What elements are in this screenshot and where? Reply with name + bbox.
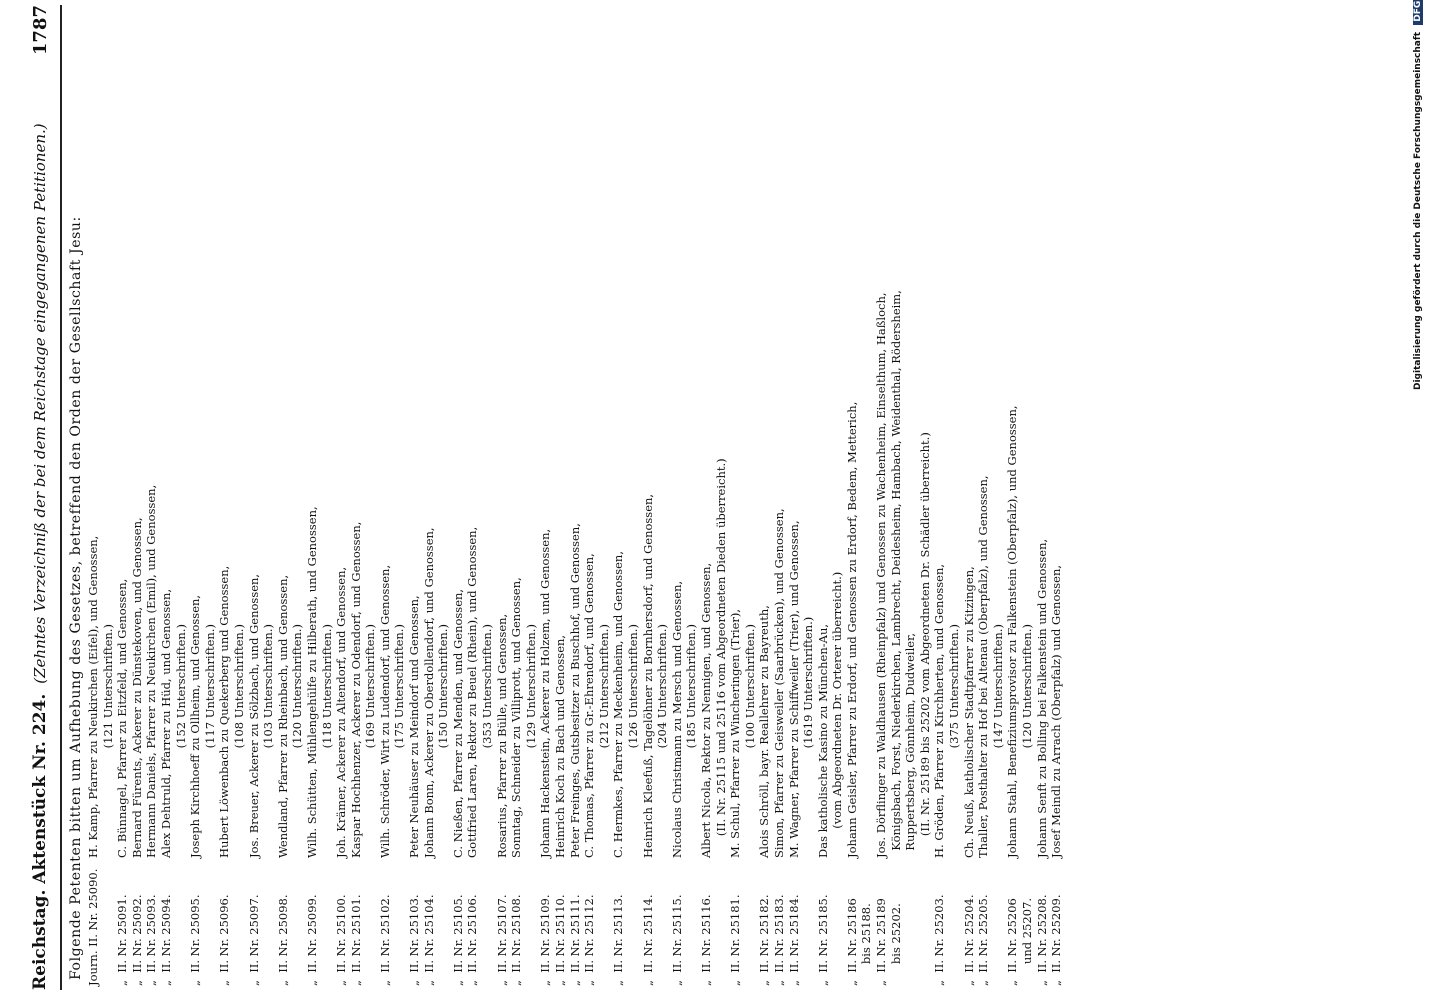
petition-text: M. Wagner, Pfarrer zu Schiffweiler (Trier), und Genossen, (1619 Unterschriften.): [786, 520, 816, 858]
petition-number: „ II. Nr. 25097.: [246, 894, 261, 986]
petition-number: „ II. Nr. 25182.: [757, 894, 772, 986]
petition-text: Nicolaus Christmann zu Mersch und Genossen, (185 Unterschriften.): [669, 580, 699, 858]
petition-text: Johann Bonn, Ackerer zu Oberdollendorf, und Genossen, (150 Unterschriften.): [421, 527, 451, 858]
petition-row: [641, 5, 670, 990]
petition-row: [976, 5, 1005, 990]
petition-row: [699, 5, 728, 990]
petition-number: „ II. Nr. 25114.: [640, 894, 655, 986]
petition-row: [728, 5, 757, 990]
petition-number: „ II. Nr. 25109.: [538, 894, 553, 986]
petition-number: „ II. Nr. 25208.: [1034, 894, 1049, 986]
petition-row: [378, 5, 407, 990]
petition-text: Bernard Fürents, Ackerer zu Dünstekoven, und Genossen,: [129, 517, 144, 858]
petition-row: [553, 5, 568, 990]
petition-text: Alex Dehtruld, Pfarrer zu Hüd, und Genossen, (152 Unterschriften.): [158, 588, 188, 858]
petition-row: [159, 5, 188, 990]
petition-text: Heinrich Koch zu Bach und Genossen,: [553, 634, 567, 858]
petition-number: „ II. Nr. 25111.: [567, 894, 582, 986]
petition-number: „ II. Nr. 25116.: [698, 894, 713, 986]
petition-number: „ II. Nr. 25091.: [115, 894, 130, 986]
intro-line: Folgende Petenten bitten um Aufhebung des Gesetzes, betreffend den Orden der Gesellschaft Jesu:: [68, 216, 84, 980]
petition-row: [305, 5, 334, 990]
petition-row: [1005, 5, 1034, 990]
petition-row: [115, 5, 130, 990]
petition-text: C. Thomas, Pfarrer zu Gr.-Ehrendorf, und Genossen, (212 Unterschriften.): [582, 553, 611, 858]
petition-text: Johann Stahl, Benefiziumsprovisor zu Falkenstein (Oberpfalz), und Genossen, (120 Unterschriften.): [1005, 405, 1034, 858]
petition-text: C. Nießen, Pfarrer zu Menden, und Genossen,: [450, 588, 465, 858]
dfg-logo: DFG: [1413, 0, 1423, 25]
petition-row: [787, 5, 816, 990]
petition-text: Joseph Kirchhoeff zu Ollheim, und Genossen, (117 Unterschriften.): [188, 594, 217, 858]
petition-text: C. Bünnagel, Pfarrer zu Eitzfeld, und Genossen,: [115, 578, 130, 858]
petition-row: [495, 5, 510, 990]
dfg-notice-text: Digitalisierung gefördert durch die Deutsche Forschungsgemeinschaft: [1413, 31, 1423, 390]
petition-row: [538, 5, 553, 990]
petition-row: [611, 5, 640, 990]
petition-row: [217, 5, 246, 990]
petition-text: Jos. Breuer, Ackerer zu Sölzbach, und Genossen, (103 Unterschriften.): [246, 573, 276, 858]
header-subtitle: (Zehntes Verzeichniß der bei dem Reichstage eingegangenen Petitionen.): [31, 123, 49, 684]
petition-text: Kaspar Hochhenzer, Ackerer zu Odendorf, und Genossen, (169 Unterschriften.): [348, 521, 378, 858]
petition-number: „ II. Nr. 25100.: [334, 894, 349, 986]
petition-number: „ II. Nr. 25110.: [553, 894, 567, 986]
petition-row: [422, 5, 451, 990]
petition-text: Gottfried Laren, Rektor zu Beuel (Rhein), und Genossen, (353 Unterschriften.): [465, 526, 495, 858]
page-header: [20, 5, 62, 990]
petition-number: „ II. Nr. 25098.: [275, 894, 290, 986]
petition-number: „ II. Nr. 25112.: [582, 894, 597, 986]
petition-text: Josef Meindl zu Arrach (Oberpfalz) und Genossen,: [1049, 564, 1064, 858]
petition-number: „ II. Nr. 25206 und 25207.: [1005, 897, 1034, 986]
petition-text: Hubert Löwenbach zu Quekerberg und Genossen, (108 Unterschriften.): [217, 565, 246, 858]
petition-number: „ II. Nr. 25095.: [188, 894, 203, 986]
petition-number: „ II. Nr. 25115.: [669, 894, 684, 986]
petition-number: „ II. Nr. 25181.: [728, 894, 743, 986]
petition-row: [465, 5, 494, 990]
petition-text: Johann Hackenstein, Ackerer zu Holzem, und Genossen,: [538, 528, 553, 858]
petition-number: „ II. Nr. 25094.: [158, 894, 173, 986]
petition-number: „ II. Nr. 25092.: [129, 894, 144, 986]
petition-number: „ II. Nr. 25103.: [407, 894, 422, 986]
petition-number: „ II. Nr. 25102.: [377, 894, 392, 986]
petition-row: [874, 5, 932, 990]
petition-row: [247, 5, 276, 990]
petition-row: [962, 5, 977, 990]
petition-text: Simon, Pfarrer zu Geisweiler (Saarbrücken), und Genossen,: [771, 508, 786, 858]
petition-text: Sonntag, Schneider zu Villiprott, und Genossen, (129 Unterschriften.): [509, 577, 538, 858]
petition-text: Hermann Daniels, Pfarrer zu Neukirchen (Emil), und Genossen,: [144, 484, 159, 858]
petition-number: „ II. Nr. 25096.: [217, 894, 232, 986]
header-title: Reichstag. Aktenstück Nr. 224.: [30, 693, 50, 990]
petition-text: Joh. Krämer, Ackerer zu Altendorf, und Genossen,: [334, 566, 349, 858]
petition-row: [1035, 5, 1050, 990]
petition-row: [582, 5, 611, 990]
petition-row: [188, 5, 217, 990]
petition-row: [130, 5, 145, 990]
petition-text: Jos. Dörflinger zu Waldhausen (Rheinpfalz) und Genossen zu Wachenheim, Einselthum, Haßloch, Königsbach, Forst, Niederkirchen, Lambrecht, Deidesheim, Hambach, Weidenthal, Rödersheim, Ruppertsberg, Gönnheim, Dudweiler, (II. Nr. 25189 bis 25202 vom Abgeordneten Dr. Schädler überreicht.): [874, 290, 932, 858]
petition-row: [670, 5, 699, 990]
petition-text: Peter Freinges, Gutsbesitzer zu Buschhof, und Genossen,: [567, 523, 582, 858]
petition-text: Johann Senft zu Bolling bei Falkenstein und Genossen,: [1034, 538, 1049, 858]
petition-text: Peter Neuhäuser zu Meindorf und Genossen,: [407, 595, 422, 858]
petition-row: [845, 5, 874, 990]
petition-number: „ II. Nr. 25108.: [509, 894, 524, 986]
petition-number: „ II. Nr. 25093.: [144, 894, 159, 986]
petition-row: [757, 5, 772, 990]
petition-number: „ II. Nr. 25183.: [771, 894, 786, 986]
petition-number: „ II. Nr. 25101.: [348, 894, 363, 986]
petition-row: [451, 5, 466, 990]
petition-text: Wilh. Schütten, Mühlengehülfe zu Hilberath, und Genossen, (118 Unterschriften.): [304, 506, 334, 858]
petition-text: H. Kamp, Pfarrer zu Neukirchen (Eifel), und Genossen, (121 Unterschriften.): [86, 535, 115, 858]
petition-list: [86, 5, 1064, 990]
petition-number: „ II. Nr. 25184.: [786, 894, 801, 986]
petition-number: „ II. Nr. 25185.: [815, 894, 830, 986]
petition-number: „ II. Nr. 25205.: [976, 894, 991, 986]
petition-text: Alois Schröll, bayr. Reallehrer zu Bayreuth,: [757, 605, 772, 858]
petition-text: M. Schul, Pfarrer zu Wincheringen (Trier), (100 Unterschriften.): [728, 608, 757, 858]
petition-number: „ II. Nr. 25107.: [494, 894, 509, 986]
petition-number: „ II. Nr. 25113.: [611, 894, 626, 986]
page-number: 1787: [29, 5, 51, 56]
petition-number: „ II. Nr. 25105.: [450, 894, 465, 986]
petition-row: [86, 5, 115, 990]
petition-number: „ II. Nr. 25189 bis 25202.: [874, 898, 903, 986]
petition-text: Wilh. Schröder, Wirt zu Ludendorf, und Genossen, (175 Unterschriften.): [377, 564, 407, 858]
rotated-page: [20, 5, 1370, 990]
petition-row: [276, 5, 305, 990]
petition-row: [568, 5, 583, 990]
petition-row: [144, 5, 159, 990]
dfg-notice: [1413, 0, 1427, 390]
petition-text: C. Hermkes, Pfarrer zu Meckenheim, und Genossen, (126 Unterschriften.): [611, 551, 640, 858]
petition-text: H. Gröden, Pfarrer zu Kirchherten, und Genossen, (375 Unterschriften.): [932, 563, 962, 858]
petition-text: Johann Geisler, Pfarrer zu Erdorf, und Genossen zu Erdorf, Bedem, Metterich,: [844, 401, 859, 858]
petition-row: [772, 5, 787, 990]
petition-row: [509, 5, 538, 990]
petition-row: [334, 5, 349, 990]
petition-number: „ II. Nr. 25203.: [932, 894, 947, 986]
petition-number: „ II. Nr. 25106.: [465, 894, 480, 986]
petition-number: „ II. Nr. 25204.: [961, 894, 976, 986]
petition-text: Ch. Neuß, katholischer Stadtpfarrer zu Kitzingen,: [961, 566, 976, 858]
petition-row: [1049, 5, 1064, 990]
petition-number: „ II. Nr. 25209.: [1049, 894, 1064, 986]
petition-number: „ II. Nr. 25099.: [304, 894, 319, 986]
petition-number: Journ. II. Nr. 25090.: [86, 868, 100, 986]
petition-row: [932, 5, 961, 990]
petition-text: Wendland, Pfarrer zu Rheinbach, und Genossen, (120 Unterschriften.): [275, 574, 305, 858]
petition-row: [407, 5, 422, 990]
petition-text: Thaller, Posthalter zu Hof bei Altenau (Oberpfalz), und Genossen, (147 Unterschriften.): [976, 475, 1005, 858]
petition-number: „ II. Nr. 25186 bis 25188.: [844, 898, 874, 986]
petition-text: Heinrich Kleefuß, Tagelöhner zu Bornhersdorf, und Genossen, (204 Unterschriften.): [640, 493, 670, 858]
petition-row: [349, 5, 378, 990]
petition-row: [816, 5, 845, 990]
petition-number: „ II. Nr. 25104.: [421, 894, 436, 986]
petition-text: Das katholische Kasino zu München-Au, (vom Abgeordneten Dr. Orterer überreicht.): [815, 571, 845, 858]
petition-text: Rosarius, Pfarrer zu Bülle, und Genossen,: [494, 613, 509, 858]
petition-text: Albert Nicola, Rektor zu Nennigen, und Genossen, (II. Nr. 25115 und 25116 vom Abgeordneten Dieden überreicht.): [698, 458, 728, 858]
